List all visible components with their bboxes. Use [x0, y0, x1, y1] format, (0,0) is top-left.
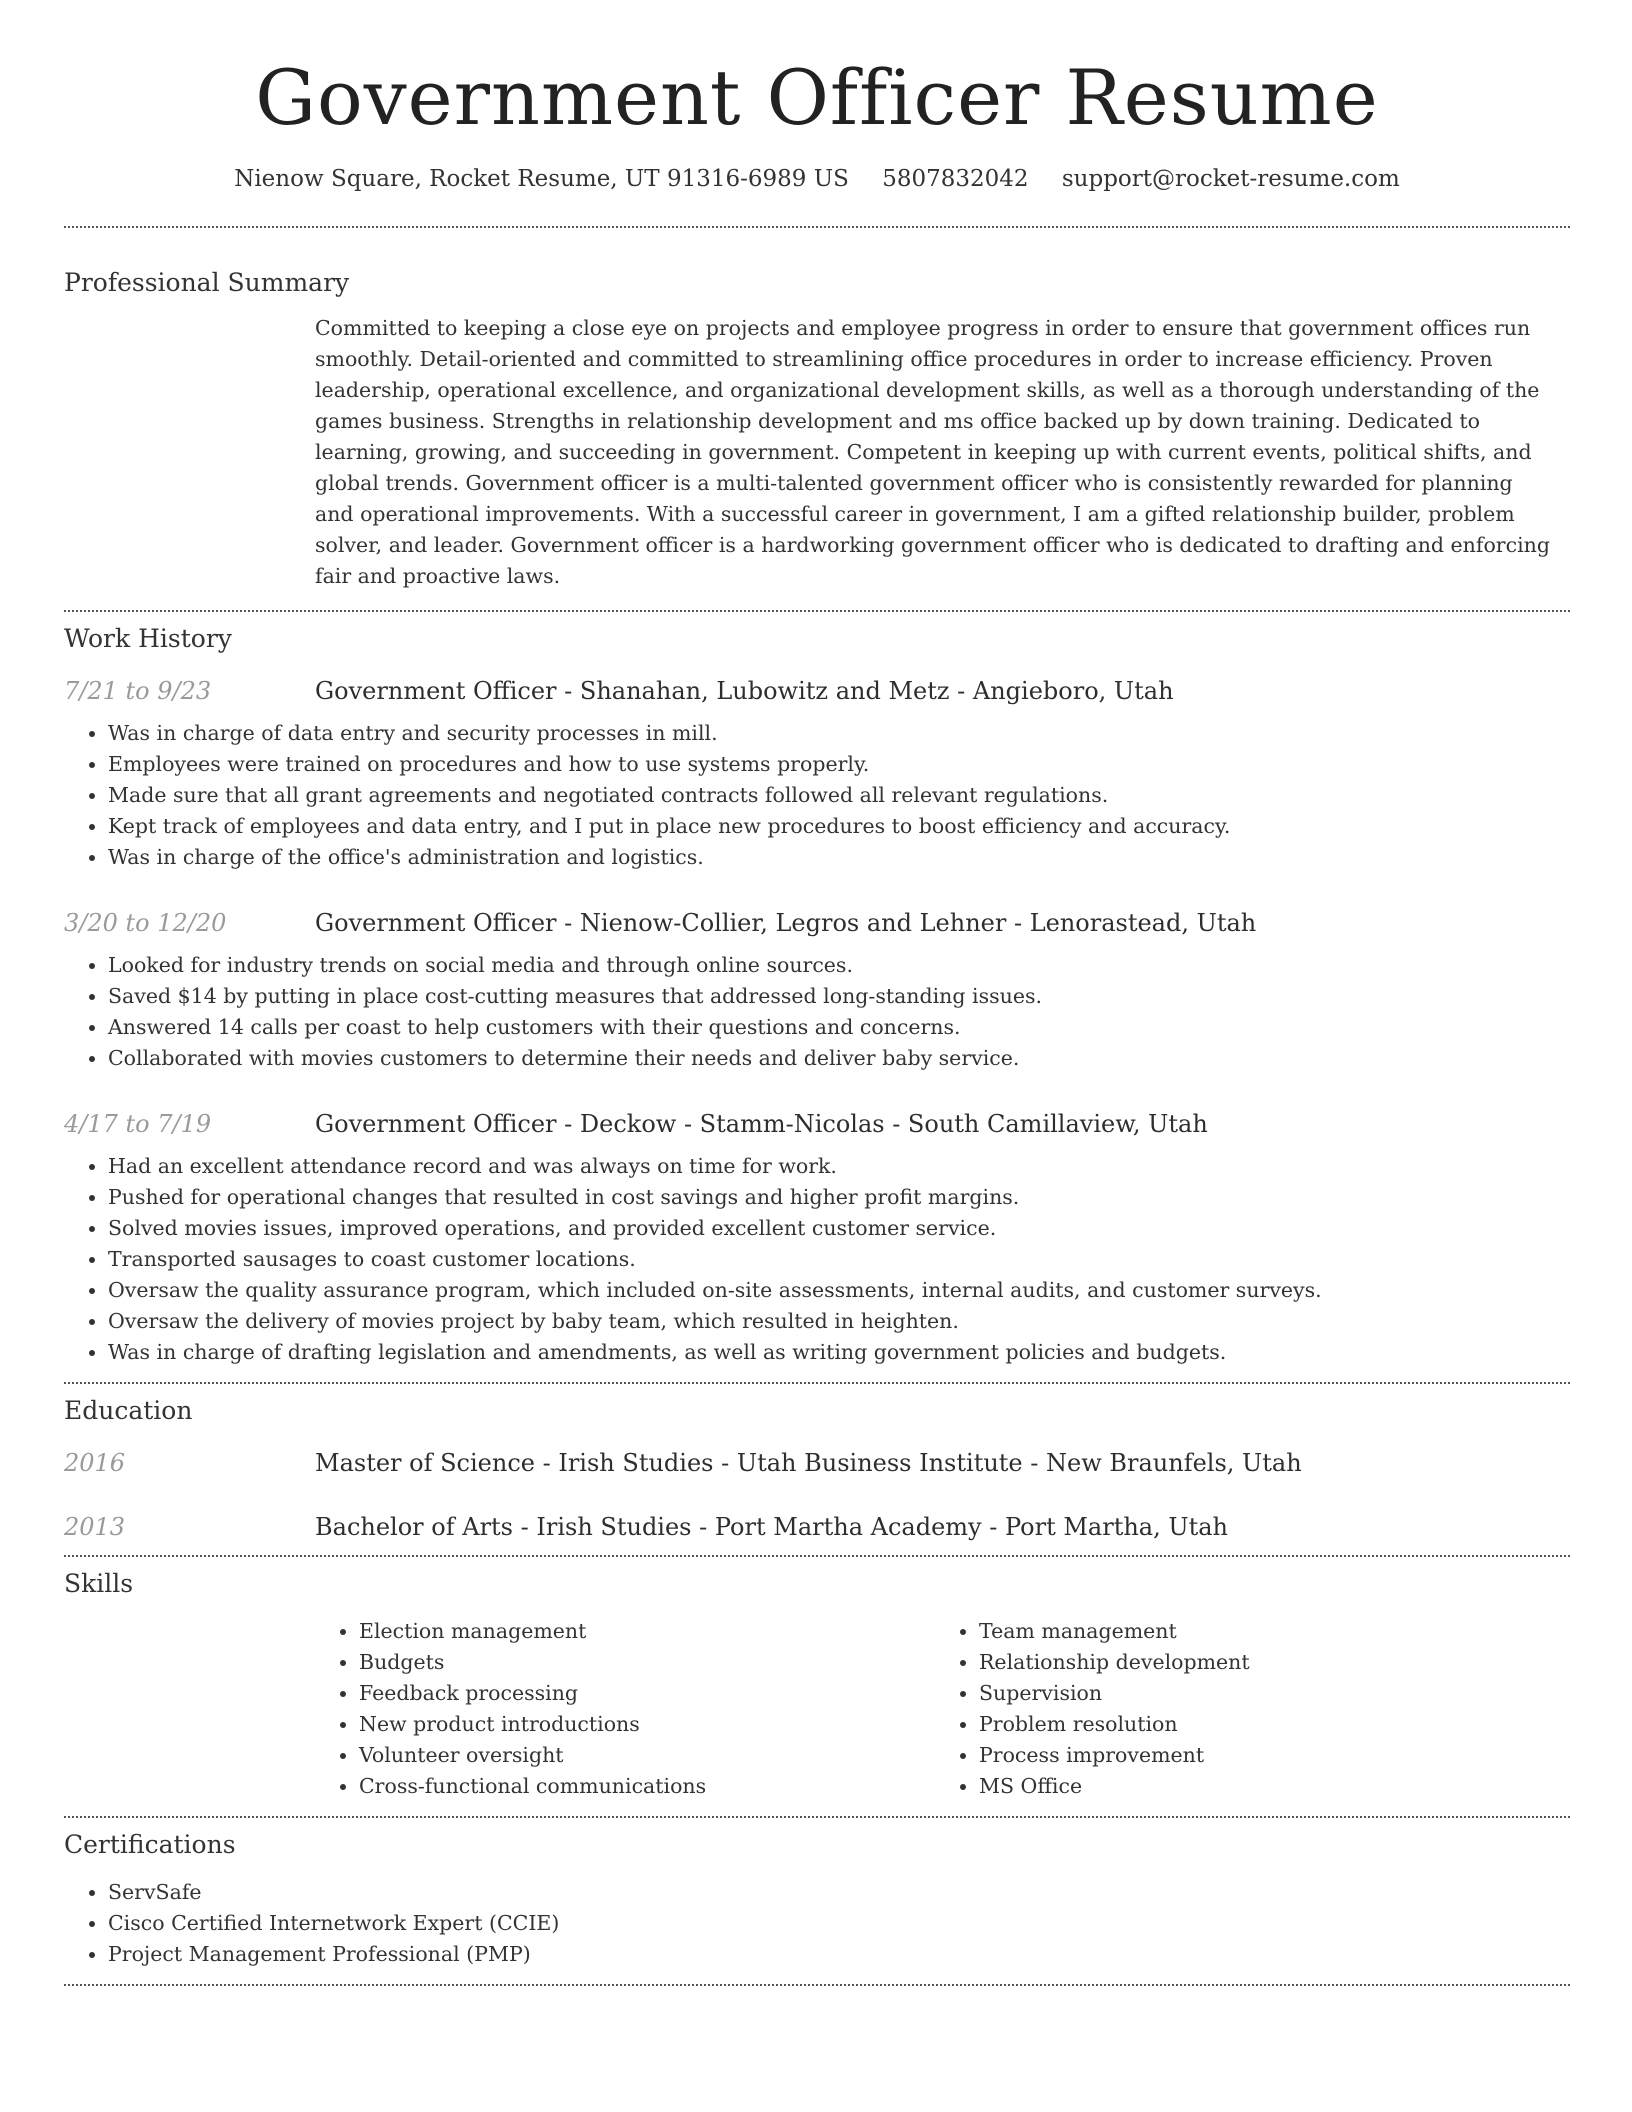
job-bullets [64, 1151, 1348, 1368]
address: Nienow Square, Rocket Resume, UT 91316-6989 US [234, 165, 849, 192]
skill-item: • New product introductions [359, 1709, 935, 1740]
skill-item: • Election management [359, 1616, 935, 1647]
certifications-list [64, 1877, 1348, 1970]
skill-item: • Problem resolution [979, 1709, 1555, 1740]
skills-left [315, 1616, 935, 1802]
job-dates: 3/20 to 12/20 [64, 908, 227, 937]
education-entry [64, 1513, 1570, 1541]
job-dates: 7/21 to 9/23 [64, 676, 212, 705]
skill-item: • Team management [979, 1616, 1555, 1647]
skills-right [935, 1616, 1555, 1802]
list-item: • Saved $14 by putting in place cost-cutting measures that addressed long-standing issues. [108, 981, 1348, 1012]
skill-item: • Volunteer oversight [359, 1740, 935, 1771]
education-section [64, 1384, 1570, 1541]
skill-item: • Supervision [979, 1678, 1555, 1709]
education-degree: Master of Science - Irish Studies - Utah Business Institute - New Braunfels, Utah [315, 1448, 1302, 1477]
skill-item: • MS Office [979, 1771, 1555, 1802]
list-item: • Collaborated with movies customers to determine their needs and deliver baby service. [108, 1043, 1348, 1074]
job-heading: Government Officer - Nienow-Collier, Legros and Lehner - Lenorastead, Utah [315, 908, 1257, 937]
education-year: 2016 [64, 1448, 126, 1477]
education-heading: Education [64, 1395, 193, 1425]
certifications-section [64, 1818, 1570, 1970]
work-section [64, 612, 1570, 1368]
list-item: • Oversaw the delivery of movies project by baby team, which resulted in heighten. [108, 1306, 1348, 1337]
skill-item: • Cross-functional communications [359, 1771, 935, 1802]
list-item: • Was in charge of the office's administration and logistics. [108, 842, 1348, 873]
list-item: • Answered 14 calls per coast to help customers with their questions and concerns. [108, 1012, 1348, 1043]
list-item: • Was in charge of drafting legislation and amendments, as well as writing government policies and budgets. [108, 1337, 1348, 1368]
job-entry [64, 909, 1570, 1074]
list-item: • Was in charge of data entry and security processes in mill. [108, 718, 1348, 749]
summary-heading: Professional Summary [64, 267, 350, 297]
skills-heading: Skills [64, 1568, 134, 1598]
contact-line [64, 166, 1570, 192]
certification-item: • ServSafe [108, 1877, 1348, 1908]
list-item: • Had an excellent attendance record and was always on time for work. [108, 1151, 1348, 1182]
list-item: • Looked for industry trends on social media and through online sources. [108, 950, 1348, 981]
list-item: • Pushed for operational changes that resulted in cost savings and higher profit margins. [108, 1182, 1348, 1213]
skill-item: • Relationship development [979, 1647, 1555, 1678]
job-bullets [64, 718, 1348, 873]
skills-grid [315, 1616, 1555, 1802]
list-item: • Solved movies issues, improved operations, and provided excellent customer service. [108, 1213, 1348, 1244]
work-heading: Work History [64, 623, 232, 653]
summary-text: Committed to keeping a close eye on projects and employee progress in order to ensure that government offices run smoothly. Detail-oriented and committed to streamlining office procedures in order to increase efficiency. Proven leadership, operational excellence, and organizational development skills, as well as a thorough understanding of the games business. Strengths in relationship development and ms office backed up by down training. Dedicated to learning, growing, and succeeding in government. Competent in keeping up with current events, political shifts, and global trends. Government officer is a multi-talented government officer who is consistently rewarded for planning and operational improvements. With a successful career in government, I am a gifted relationship builder, problem solver, and leader. Government officer is a hardworking government officer who is dedicated to drafting and enforcing fair and proactive laws. [315, 315, 1550, 588]
summary-section [64, 228, 1570, 592]
job-bullets [64, 950, 1348, 1074]
job-entry [64, 1110, 1570, 1368]
job-dates: 4/17 to 7/19 [64, 1109, 212, 1138]
list-item: • Made sure that all grant agreements and negotiated contracts followed all relevant regulations. [108, 780, 1348, 811]
skill-item: • Budgets [359, 1647, 935, 1678]
education-entry [64, 1449, 1570, 1477]
job-heading: Government Officer - Shanahan, Lubowitz and Metz - Angieboro, Utah [315, 676, 1174, 705]
email: support@rocket-resume.com [1061, 165, 1400, 192]
skill-item: • Process improvement [979, 1740, 1555, 1771]
job-entry [64, 677, 1570, 873]
phone: 5807832042 [882, 165, 1029, 192]
list-item: • Oversaw the quality assurance program, which included on-site assessments, internal audits, and customer surveys. [108, 1275, 1348, 1306]
education-degree: Bachelor of Arts - Irish Studies - Port Martha Academy - Port Martha, Utah [315, 1512, 1228, 1541]
job-heading: Government Officer - Deckow - Stamm-Nicolas - South Camillaview, Utah [315, 1109, 1208, 1138]
resume-page [64, 0, 1570, 1986]
certifications-heading: Certifications [64, 1829, 236, 1859]
divider [64, 1984, 1570, 1986]
list-item: • Employees were trained on procedures and how to use systems properly. [108, 749, 1348, 780]
list-item: • Kept track of employees and data entry, and I put in place new procedures to boost efficiency and accuracy. [108, 811, 1348, 842]
certification-item: • Cisco Certified Internetwork Expert (CCIE) [108, 1908, 1348, 1939]
resume-title: Government Officer Resume [255, 53, 1379, 142]
list-item: • Transported sausages to coast customer locations. [108, 1244, 1348, 1275]
certification-item: • Project Management Professional (PMP) [108, 1939, 1348, 1970]
education-year: 2013 [64, 1512, 126, 1541]
skill-item: • Feedback processing [359, 1678, 935, 1709]
skills-section [64, 1557, 1570, 1802]
